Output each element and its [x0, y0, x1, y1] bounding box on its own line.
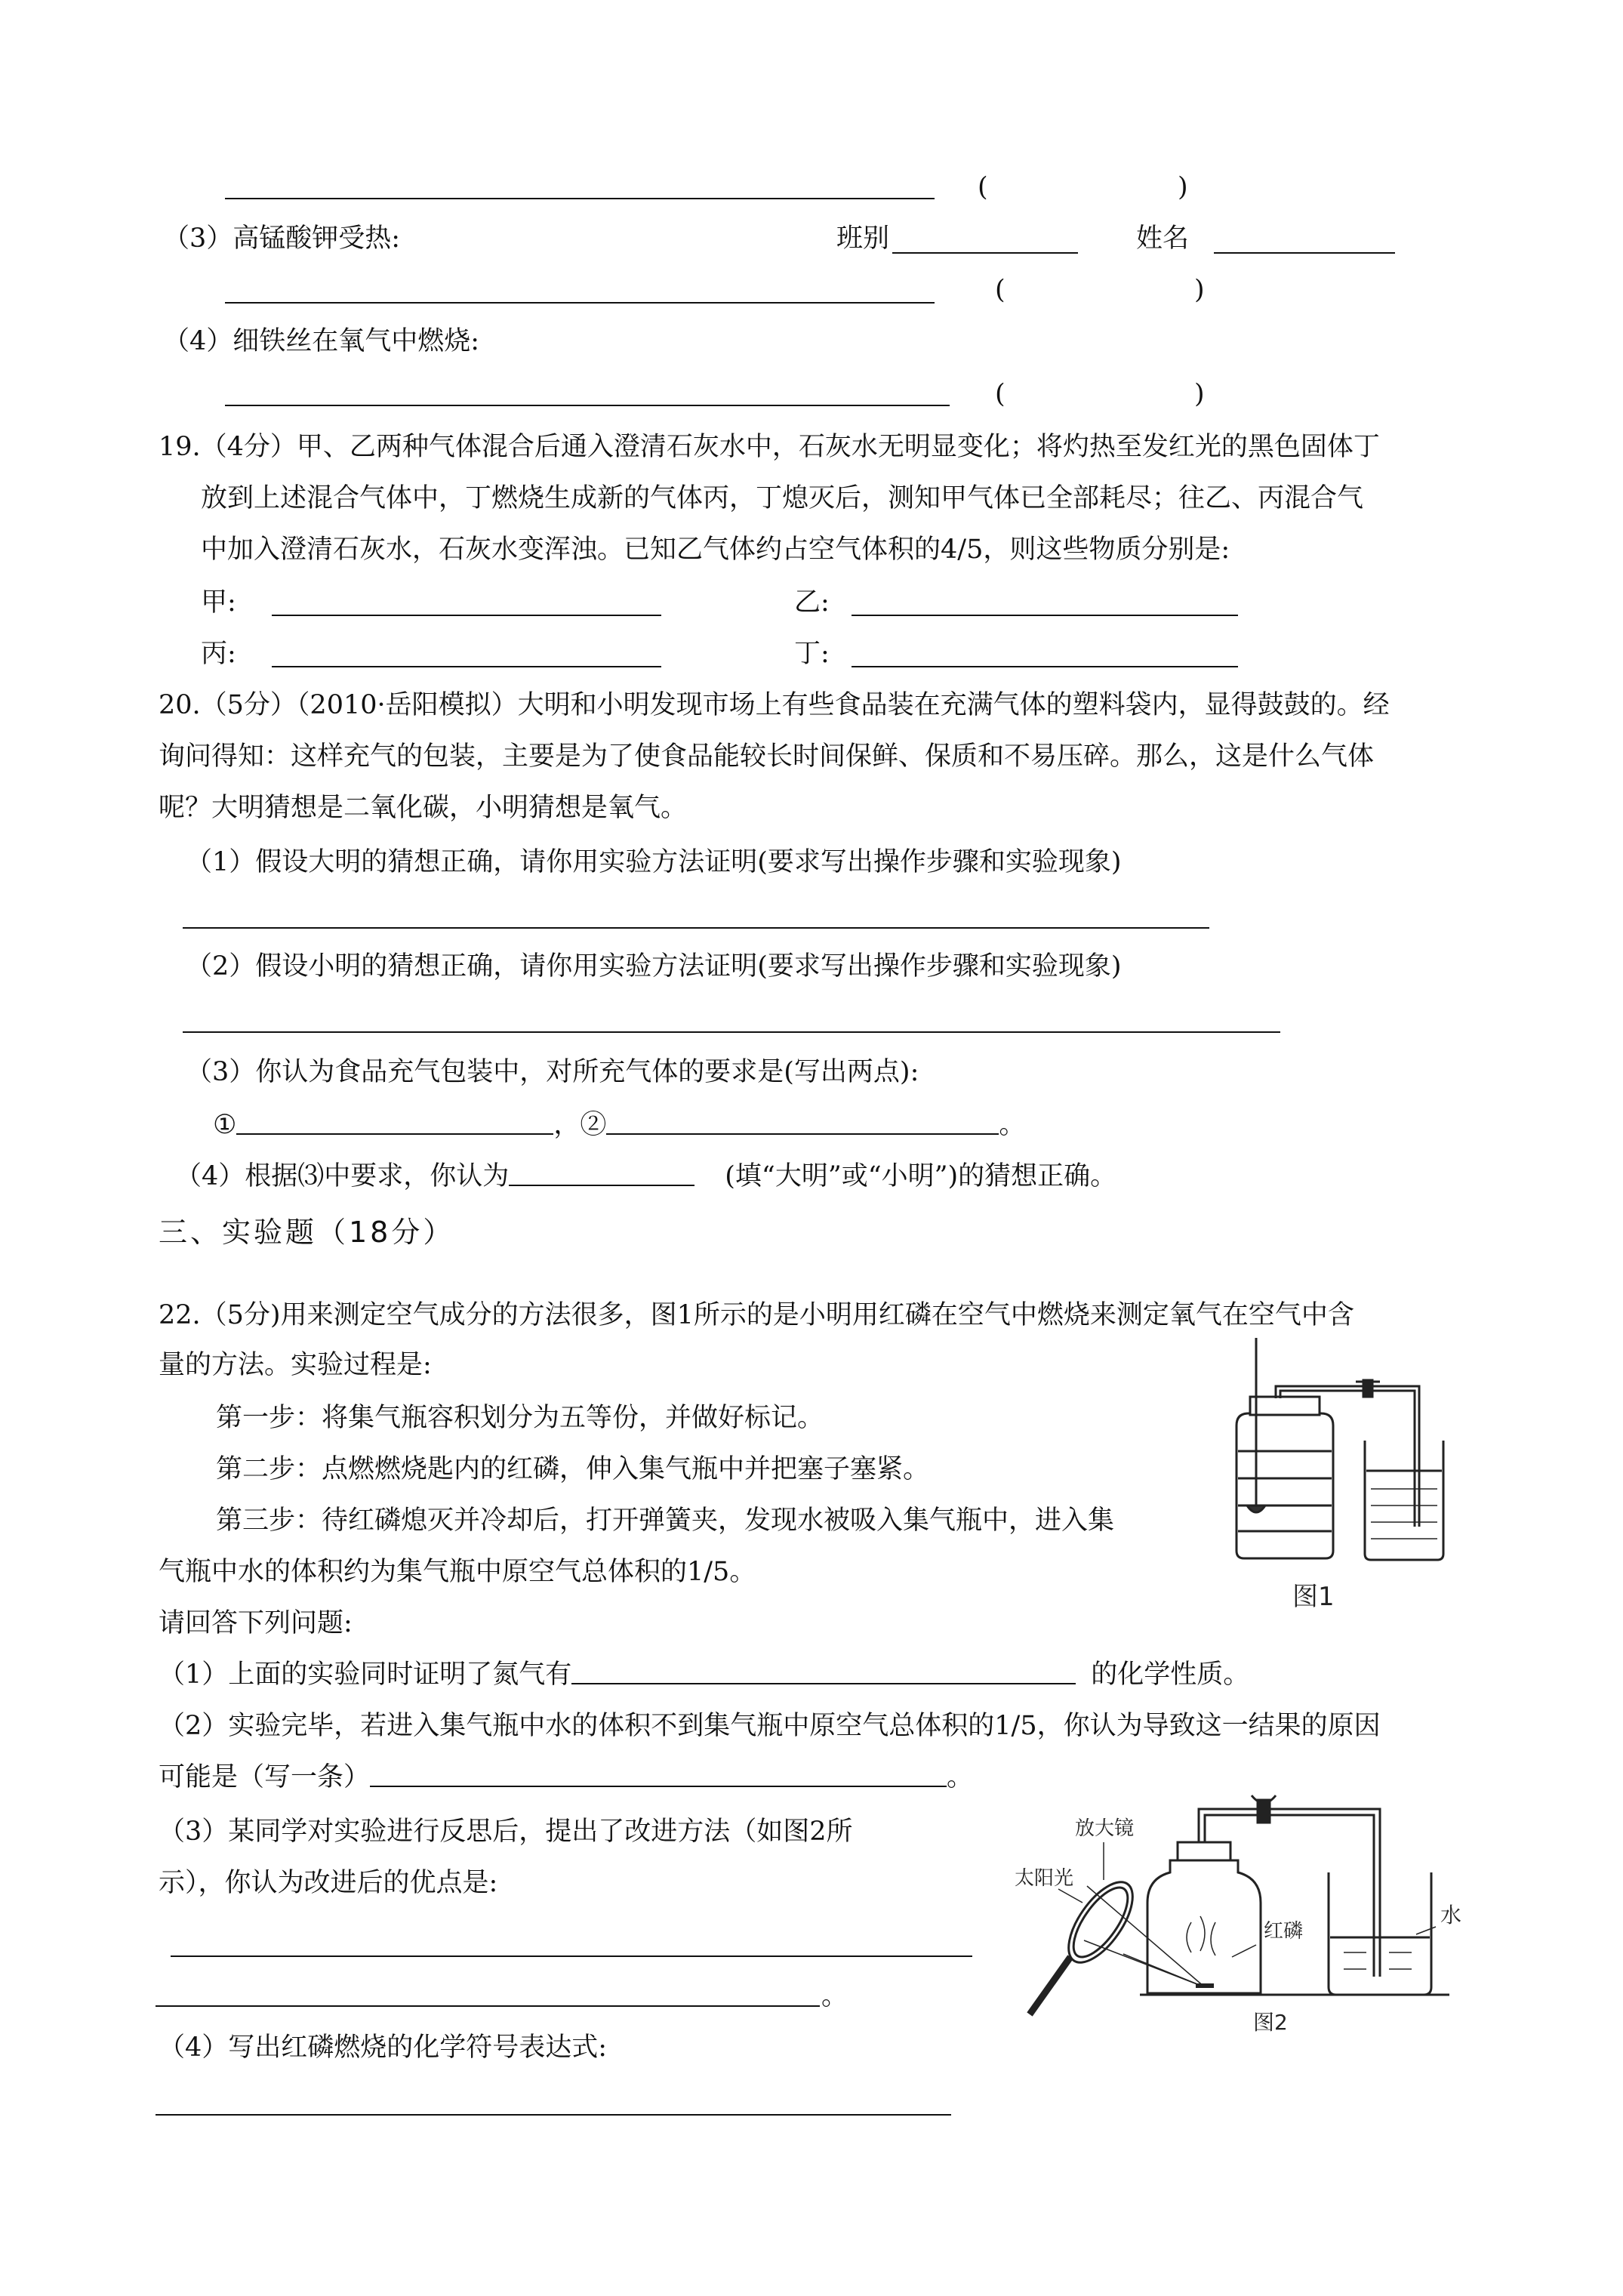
q22-step2: 第二步：点燃燃烧匙内的红磷，伸入集气瓶中并把塞子塞紧。: [216, 1454, 930, 1484]
fig1-combustion-spoon: [1247, 1338, 1265, 1512]
circled-one: ①: [213, 1110, 237, 1140]
answer-jia[interactable]: [272, 615, 661, 616]
q20-sub3-answers: [213, 1108, 1025, 1142]
answer-line-18-2[interactable]: [225, 198, 935, 199]
answer-22-3b[interactable]: [156, 2005, 820, 2007]
fig2-label-magnifier: 放大镜: [1075, 1817, 1135, 1840]
fig2-label-phosphorus: [1264, 1920, 1303, 1943]
fig2-label-sunlight: 太阳光: [1015, 1867, 1074, 1890]
q19-line1: 19.（4分）甲、乙两种气体混合后通入澄清石灰水中，石灰水无明显变化；将灼热至发红光的黑色固体丁: [159, 432, 1380, 462]
q22-sub3-end: 。: [821, 1981, 848, 2011]
q22-sub1-post: 的化学性质。: [1091, 1660, 1250, 1690]
paren-right: ): [1178, 172, 1188, 202]
q18-item3: （3）高锰酸钾受热:: [163, 223, 401, 254]
class-label: 班别: [836, 223, 890, 254]
fig1-beaker: [1365, 1441, 1443, 1560]
q22-sub2b-pre: 可能是（写一条）: [159, 1762, 371, 1792]
label-ding: 丁:: [794, 639, 830, 669]
figure-1: [1223, 1338, 1449, 1622]
q22-line2: 量的方法。实验过程是:: [159, 1350, 432, 1380]
q22-sub4: （4）写出红磷燃烧的化学符号表达式:: [159, 2032, 608, 2063]
q20-sub1: （1）假设大明的猜想正确，请你用实验方法证明(要求写出操作步骤和实验现象): [186, 847, 1122, 877]
fig2-label-phosphorus-text: 红磷: [1264, 1920, 1304, 1943]
paren-left: (: [995, 379, 1006, 409]
q22-sub1-pre: （1）上面的实验同时证明了氮气有: [159, 1660, 572, 1690]
label-jia: 甲:: [201, 587, 236, 618]
q20-sub4-post: (填“大明”或“小明”)的猜想正确。: [725, 1161, 1117, 1191]
answer-22-4[interactable]: [156, 2114, 951, 2116]
q20-line3: 呢？大明猜想是二氧化碳，小明猜想是氧气。: [159, 793, 688, 823]
answer-20-2[interactable]: [183, 1031, 1280, 1033]
q22-prompt: 请回答下列问题:: [159, 1608, 353, 1638]
q20-sub4: [175, 1160, 1116, 1193]
answer-line-18-3[interactable]: [225, 302, 935, 304]
q18-item4: （4）细铁丝在氧气中燃烧:: [163, 326, 480, 356]
comma: ，: [553, 1110, 581, 1140]
answer-yi[interactable]: [852, 615, 1238, 616]
q22-step3a: 第三步：待红磷熄灭并冷却后，打开弹簧夹，发现水被吸入集气瓶中，进入集: [216, 1505, 1115, 1536]
fig2-magnifier: [1030, 1872, 1144, 2014]
fig1-gas-jar: [1236, 1397, 1333, 1558]
name-field[interactable]: [1214, 252, 1395, 254]
answer-line-18-4[interactable]: [225, 405, 950, 406]
answer-22-2[interactable]: [370, 1763, 947, 1787]
q22-line1: 22.（5分)用来测定空气成分的方法很多，图1所示的是小明用红磷在空气中燃烧来测定氧气在空气中含: [159, 1300, 1354, 1330]
paren-left: (: [978, 172, 988, 202]
class-field[interactable]: [892, 252, 1078, 254]
q22-sub2a: （2）实验完毕，若进入集气瓶中水的体积不到集气瓶中原空气总体积的1/5，你认为导致这一结果的原因: [159, 1711, 1381, 1741]
section-title: 三、实验题（18分）: [159, 1216, 455, 1249]
q20-sub4-pre: （4）根据⑶中要求，你认为: [175, 1161, 510, 1191]
q20-line2: 询问得知：这样充气的包装，主要是为了使食品能较长时间保鲜、保质和不易压碎。那么，这是什么气体: [159, 741, 1375, 772]
q22-sub3a: （3）某同学对实验进行反思后，提出了改进方法（如图2所: [159, 1817, 853, 1847]
fig2-glass-tube: [1199, 1795, 1380, 1977]
answer-22-1[interactable]: [571, 1660, 1076, 1684]
name-label: 姓名: [1136, 223, 1190, 254]
fig1-caption: 图1: [1292, 1582, 1335, 1612]
figure-2: [1012, 1789, 1480, 2039]
q22-sub2b: [159, 1761, 973, 1794]
answer-22-3a[interactable]: [171, 1955, 972, 1957]
label-bing: 丙:: [201, 639, 236, 669]
paren-left: (: [995, 275, 1006, 305]
q22-step3b: 气瓶中水的体积约为集气瓶中原空气总体积的1/5。: [159, 1557, 756, 1587]
paren-right: ): [1194, 275, 1205, 305]
answer-20-3b[interactable]: [606, 1111, 999, 1135]
answer-20-1[interactable]: [183, 927, 1209, 929]
answer-ding[interactable]: [852, 666, 1238, 667]
period: 。: [999, 1110, 1026, 1140]
q22-sub3b: 示），你认为改进后的优点是:: [159, 1868, 498, 1898]
q20-sub2: （2）假设小明的猜想正确，请你用实验方法证明(要求写出操作步骤和实验现象): [186, 951, 1122, 982]
q19-line2: 放到上述混合气体中，丁燃烧生成新的气体丙，丁熄灭后，测知甲气体已全部耗尽；往乙、丙混合气: [201, 483, 1364, 513]
q19-line3: 中加入澄清石灰水，石灰水变浑浊。已知乙气体约占空气体积的4/5，则这些物质分别是:: [201, 535, 1230, 565]
answer-bing[interactable]: [272, 666, 661, 667]
q22-step1: 第一步：将集气瓶容积划分为五等份，并做好标记。: [216, 1403, 824, 1433]
paren-right: ): [1194, 379, 1205, 409]
q22-sub1: [159, 1658, 1249, 1691]
fig2-caption: 图2: [1253, 2010, 1288, 2035]
q22-sub2b-post: 。: [947, 1762, 974, 1792]
fig2-label-water: 水: [1440, 1903, 1462, 1928]
circled-two: ②: [580, 1110, 607, 1140]
q20-line1: 20.（5分）（2010·岳阳模拟）大明和小明发现市场上有些食品装在充满气体的塑料袋内，显得鼓鼓的。经: [159, 690, 1390, 720]
answer-20-4[interactable]: [509, 1162, 694, 1186]
label-yi: 乙:: [794, 587, 830, 618]
q20-sub3: （3）你认为食品充气包装中，对所充气体的要求是(写出两点):: [186, 1057, 919, 1087]
answer-20-3a[interactable]: [236, 1111, 553, 1135]
